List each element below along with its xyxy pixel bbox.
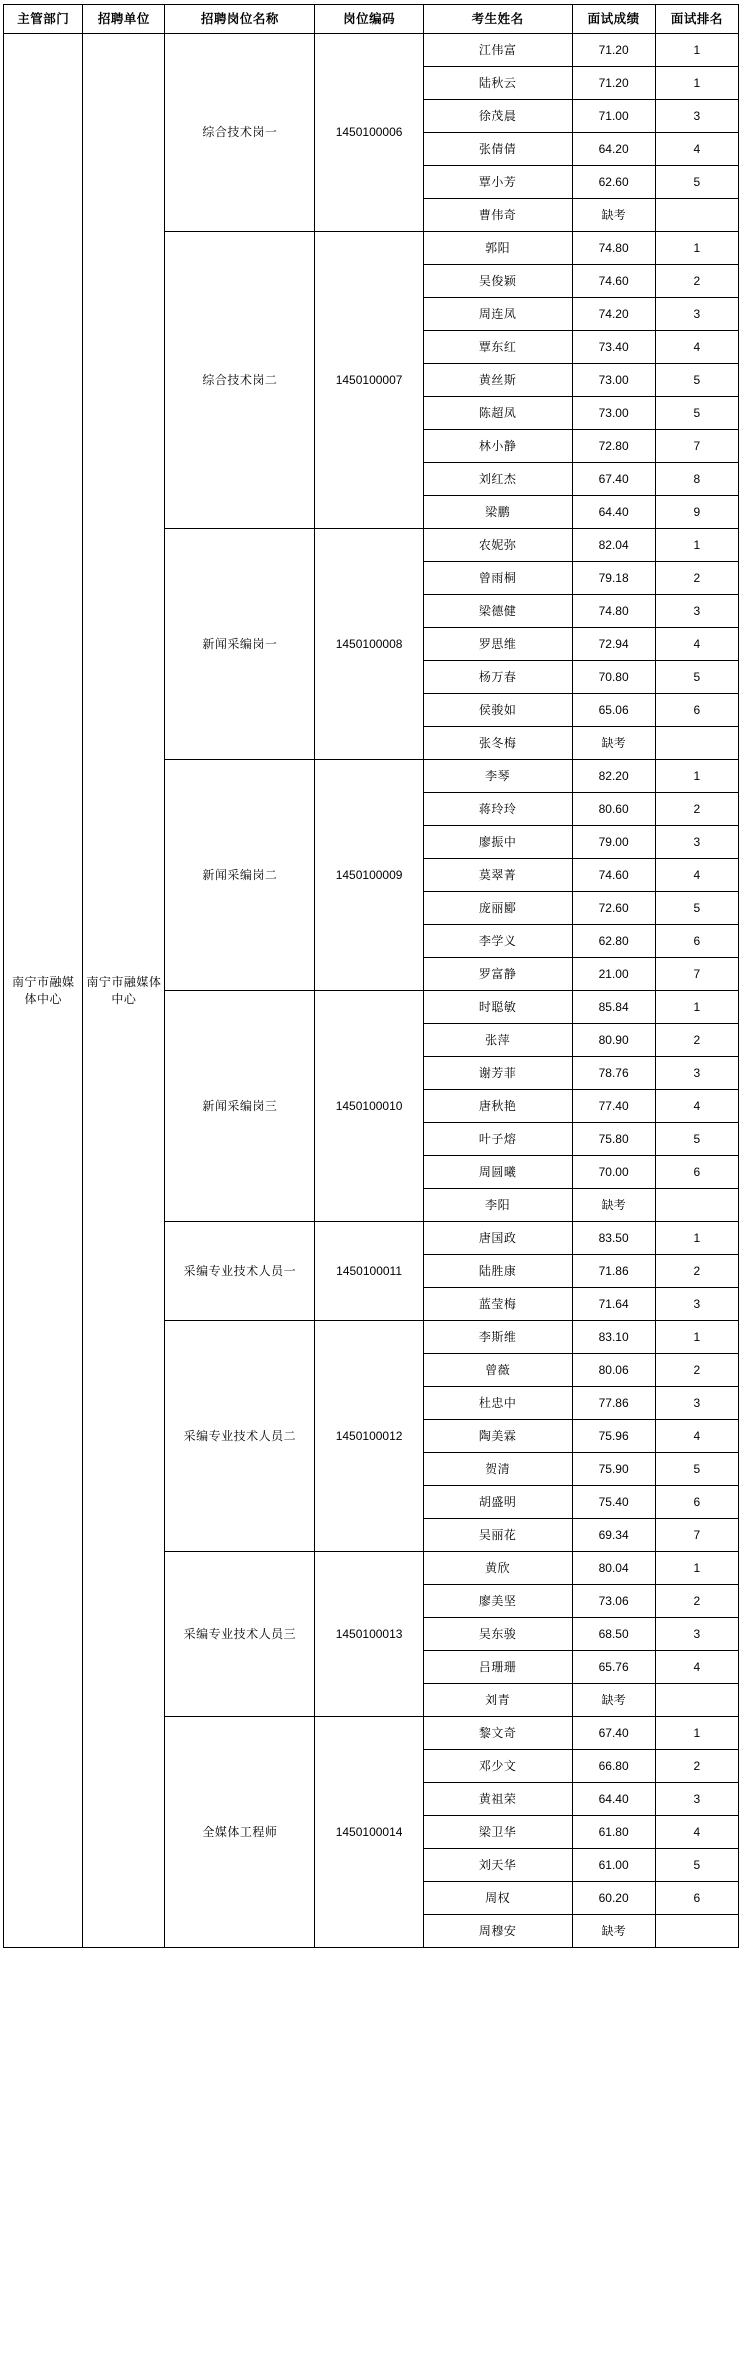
cell-candidate-name: 刘红杰 — [423, 463, 572, 496]
table-body — [4, 34, 739, 1948]
cell-interview-score: 65.76 — [572, 1651, 655, 1684]
cell-post-code: 1450100013 — [315, 1552, 423, 1717]
cell-candidate-name: 谢芳菲 — [423, 1057, 572, 1090]
cell-post-code: 1450100011 — [315, 1222, 423, 1321]
cell-candidate-name: 贺清 — [423, 1453, 572, 1486]
cell-post-name: 采编专业技术人员一 — [165, 1222, 315, 1321]
cell-candidate-name: 黎文奇 — [423, 1717, 572, 1750]
cell-interview-rank: 2 — [655, 1024, 738, 1057]
cell-interview-rank: 1 — [655, 1222, 738, 1255]
cell-candidate-name: 黄欣 — [423, 1552, 572, 1585]
cell-candidate-name: 唐秋艳 — [423, 1090, 572, 1123]
cell-interview-score: 74.80 — [572, 232, 655, 265]
cell-interview-score: 64.40 — [572, 1783, 655, 1816]
cell-post-name: 新闻采编岗三 — [165, 991, 315, 1222]
cell-interview-rank: 3 — [655, 1783, 738, 1816]
cell-candidate-name: 陆秋云 — [423, 67, 572, 100]
cell-post-code: 1450100006 — [315, 34, 423, 232]
column-header-interview-rank: 面试排名 — [655, 5, 738, 34]
cell-interview-score: 74.80 — [572, 595, 655, 628]
cell-interview-rank: 8 — [655, 463, 738, 496]
cell-candidate-name: 江伟富 — [423, 34, 572, 67]
cell-interview-score: 72.60 — [572, 892, 655, 925]
cell-interview-score: 73.40 — [572, 331, 655, 364]
cell-post-code: 1450100008 — [315, 529, 423, 760]
cell-candidate-name: 廖振中 — [423, 826, 572, 859]
cell-interview-score: 缺考 — [572, 1189, 655, 1222]
cell-interview-rank: 5 — [655, 1123, 738, 1156]
cell-candidate-name: 李斯维 — [423, 1321, 572, 1354]
cell-interview-score: 80.90 — [572, 1024, 655, 1057]
cell-interview-score: 74.60 — [572, 859, 655, 892]
interview-results-table — [3, 4, 739, 1948]
cell-interview-score: 78.76 — [572, 1057, 655, 1090]
cell-interview-rank: 4 — [655, 1816, 738, 1849]
cell-post-name: 新闻采编岗一 — [165, 529, 315, 760]
column-header-unit: 招聘单位 — [83, 5, 165, 34]
cell-interview-rank: 2 — [655, 265, 738, 298]
cell-interview-score: 61.80 — [572, 1816, 655, 1849]
cell-candidate-name: 陈超凤 — [423, 397, 572, 430]
cell-interview-score: 79.00 — [572, 826, 655, 859]
cell-post-name: 新闻采编岗二 — [165, 760, 315, 991]
cell-interview-score: 71.86 — [572, 1255, 655, 1288]
cell-post-code: 1450100014 — [315, 1717, 423, 1948]
cell-interview-score: 64.40 — [572, 496, 655, 529]
cell-interview-rank: 4 — [655, 1420, 738, 1453]
cell-interview-rank — [655, 1915, 738, 1948]
cell-interview-score: 缺考 — [572, 1684, 655, 1717]
column-header-post-code: 岗位编码 — [315, 5, 423, 34]
cell-interview-score: 69.34 — [572, 1519, 655, 1552]
cell-department: 南宁市融媒体中心 — [4, 34, 83, 1948]
cell-candidate-name: 张萍 — [423, 1024, 572, 1057]
cell-interview-score: 83.10 — [572, 1321, 655, 1354]
cell-interview-rank: 1 — [655, 529, 738, 562]
cell-candidate-name: 唐国政 — [423, 1222, 572, 1255]
cell-interview-rank: 5 — [655, 1849, 738, 1882]
cell-interview-score: 73.00 — [572, 397, 655, 430]
cell-interview-rank: 4 — [655, 1651, 738, 1684]
cell-interview-rank: 6 — [655, 1486, 738, 1519]
cell-candidate-name: 曾雨桐 — [423, 562, 572, 595]
cell-interview-score: 85.84 — [572, 991, 655, 1024]
cell-interview-rank: 3 — [655, 1387, 738, 1420]
cell-interview-rank — [655, 1189, 738, 1222]
cell-interview-rank: 2 — [655, 1585, 738, 1618]
cell-interview-score: 71.64 — [572, 1288, 655, 1321]
cell-interview-score: 73.00 — [572, 364, 655, 397]
cell-interview-score: 75.80 — [572, 1123, 655, 1156]
cell-interview-rank: 1 — [655, 760, 738, 793]
cell-interview-rank: 3 — [655, 100, 738, 133]
cell-interview-score: 61.00 — [572, 1849, 655, 1882]
cell-interview-score: 60.20 — [572, 1882, 655, 1915]
cell-interview-score: 72.94 — [572, 628, 655, 661]
cell-interview-score: 74.60 — [572, 265, 655, 298]
cell-candidate-name: 黄祖荣 — [423, 1783, 572, 1816]
cell-interview-score: 72.80 — [572, 430, 655, 463]
cell-interview-score: 82.04 — [572, 529, 655, 562]
cell-candidate-name: 李琴 — [423, 760, 572, 793]
cell-interview-score: 缺考 — [572, 199, 655, 232]
cell-interview-rank: 5 — [655, 1453, 738, 1486]
cell-candidate-name: 周穆安 — [423, 1915, 572, 1948]
cell-interview-rank: 5 — [655, 397, 738, 430]
cell-interview-rank: 7 — [655, 958, 738, 991]
cell-interview-rank — [655, 1684, 738, 1717]
cell-interview-score: 73.06 — [572, 1585, 655, 1618]
cell-post-code: 1450100009 — [315, 760, 423, 991]
cell-interview-score: 79.18 — [572, 562, 655, 595]
cell-interview-rank: 3 — [655, 595, 738, 628]
header-row — [4, 5, 739, 34]
cell-candidate-name: 曹伟奇 — [423, 199, 572, 232]
cell-candidate-name: 蒋玲玲 — [423, 793, 572, 826]
cell-interview-rank: 5 — [655, 661, 738, 694]
cell-candidate-name: 吴东骏 — [423, 1618, 572, 1651]
cell-post-code: 1450100012 — [315, 1321, 423, 1552]
table-row — [4, 34, 739, 67]
cell-interview-score: 67.40 — [572, 463, 655, 496]
cell-candidate-name: 陶美霖 — [423, 1420, 572, 1453]
cell-candidate-name: 周圆曦 — [423, 1156, 572, 1189]
cell-candidate-name: 陆胜康 — [423, 1255, 572, 1288]
cell-interview-score: 66.80 — [572, 1750, 655, 1783]
cell-candidate-name: 蓝莹梅 — [423, 1288, 572, 1321]
cell-interview-score: 62.80 — [572, 925, 655, 958]
cell-interview-score: 80.60 — [572, 793, 655, 826]
cell-candidate-name: 杜忠中 — [423, 1387, 572, 1420]
cell-interview-rank: 2 — [655, 562, 738, 595]
cell-interview-score: 65.06 — [572, 694, 655, 727]
cell-candidate-name: 吕珊珊 — [423, 1651, 572, 1684]
cell-interview-rank: 4 — [655, 1090, 738, 1123]
cell-interview-score: 68.50 — [572, 1618, 655, 1651]
cell-post-name: 采编专业技术人员三 — [165, 1552, 315, 1717]
column-header-candidate-name: 考生姓名 — [423, 5, 572, 34]
cell-candidate-name: 梁鹏 — [423, 496, 572, 529]
column-header-interview-score: 面试成绩 — [572, 5, 655, 34]
cell-candidate-name: 张冬梅 — [423, 727, 572, 760]
cell-interview-rank: 6 — [655, 1156, 738, 1189]
cell-candidate-name: 邓少文 — [423, 1750, 572, 1783]
cell-interview-score: 21.00 — [572, 958, 655, 991]
cell-candidate-name: 叶子熔 — [423, 1123, 572, 1156]
cell-interview-rank: 1 — [655, 34, 738, 67]
cell-candidate-name: 罗思维 — [423, 628, 572, 661]
cell-interview-rank: 3 — [655, 1618, 738, 1651]
cell-candidate-name: 郭阳 — [423, 232, 572, 265]
cell-interview-rank: 6 — [655, 694, 738, 727]
cell-interview-score: 70.00 — [572, 1156, 655, 1189]
cell-interview-rank: 2 — [655, 793, 738, 826]
cell-interview-score: 77.86 — [572, 1387, 655, 1420]
cell-unit: 南宁市融媒体中心 — [83, 34, 165, 1948]
cell-candidate-name: 农妮弥 — [423, 529, 572, 562]
cell-post-code: 1450100007 — [315, 232, 423, 529]
cell-candidate-name: 覃东红 — [423, 331, 572, 364]
cell-interview-score: 71.20 — [572, 34, 655, 67]
cell-post-name: 采编专业技术人员二 — [165, 1321, 315, 1552]
cell-interview-score: 75.40 — [572, 1486, 655, 1519]
cell-interview-rank: 5 — [655, 166, 738, 199]
cell-candidate-name: 吴丽花 — [423, 1519, 572, 1552]
column-header-department: 主管部门 — [4, 5, 83, 34]
cell-interview-score: 71.20 — [572, 67, 655, 100]
cell-interview-rank: 4 — [655, 859, 738, 892]
cell-interview-rank: 2 — [655, 1750, 738, 1783]
cell-candidate-name: 时聪敏 — [423, 991, 572, 1024]
cell-candidate-name: 曾薇 — [423, 1354, 572, 1387]
cell-interview-score: 74.20 — [572, 298, 655, 331]
cell-candidate-name: 梁德健 — [423, 595, 572, 628]
cell-interview-rank — [655, 727, 738, 760]
cell-candidate-name: 周连凤 — [423, 298, 572, 331]
cell-candidate-name: 廖美坚 — [423, 1585, 572, 1618]
cell-candidate-name: 梁卫华 — [423, 1816, 572, 1849]
cell-candidate-name: 黄丝斯 — [423, 364, 572, 397]
cell-post-name: 综合技术岗一 — [165, 34, 315, 232]
cell-interview-rank: 6 — [655, 1882, 738, 1915]
cell-interview-rank: 3 — [655, 1057, 738, 1090]
cell-candidate-name: 罗富静 — [423, 958, 572, 991]
cell-interview-score: 缺考 — [572, 1915, 655, 1948]
cell-interview-rank: 9 — [655, 496, 738, 529]
cell-candidate-name: 侯骏如 — [423, 694, 572, 727]
table-header — [4, 5, 739, 34]
cell-candidate-name: 杨万春 — [423, 661, 572, 694]
cell-interview-rank: 7 — [655, 430, 738, 463]
cell-interview-rank: 4 — [655, 331, 738, 364]
cell-interview-rank: 5 — [655, 892, 738, 925]
cell-interview-rank: 2 — [655, 1255, 738, 1288]
cell-post-code: 1450100010 — [315, 991, 423, 1222]
cell-interview-rank: 2 — [655, 1354, 738, 1387]
cell-post-name: 综合技术岗二 — [165, 232, 315, 529]
cell-interview-score: 62.60 — [572, 166, 655, 199]
cell-interview-rank — [655, 199, 738, 232]
cell-candidate-name: 刘天华 — [423, 1849, 572, 1882]
cell-candidate-name: 胡盛明 — [423, 1486, 572, 1519]
column-header-post-name: 招聘岗位名称 — [165, 5, 315, 34]
cell-interview-score: 80.04 — [572, 1552, 655, 1585]
cell-candidate-name: 李学义 — [423, 925, 572, 958]
cell-candidate-name: 莫翠菁 — [423, 859, 572, 892]
cell-interview-rank: 5 — [655, 364, 738, 397]
cell-candidate-name: 李阳 — [423, 1189, 572, 1222]
cell-interview-rank: 1 — [655, 232, 738, 265]
cell-interview-score: 82.20 — [572, 760, 655, 793]
cell-interview-score: 67.40 — [572, 1717, 655, 1750]
cell-interview-score: 75.90 — [572, 1453, 655, 1486]
cell-interview-rank: 1 — [655, 1552, 738, 1585]
cell-candidate-name: 刘青 — [423, 1684, 572, 1717]
cell-interview-score: 缺考 — [572, 727, 655, 760]
cell-interview-rank: 3 — [655, 1288, 738, 1321]
cell-candidate-name: 吴俊颖 — [423, 265, 572, 298]
cell-interview-rank: 6 — [655, 925, 738, 958]
cell-interview-score: 83.50 — [572, 1222, 655, 1255]
cell-interview-rank: 1 — [655, 1321, 738, 1354]
cell-post-name: 全媒体工程师 — [165, 1717, 315, 1948]
cell-interview-rank: 4 — [655, 628, 738, 661]
cell-interview-score: 75.96 — [572, 1420, 655, 1453]
cell-candidate-name: 覃小芳 — [423, 166, 572, 199]
cell-interview-score: 64.20 — [572, 133, 655, 166]
cell-candidate-name: 张倩倩 — [423, 133, 572, 166]
cell-interview-score: 80.06 — [572, 1354, 655, 1387]
cell-candidate-name: 林小静 — [423, 430, 572, 463]
cell-interview-rank: 3 — [655, 298, 738, 331]
cell-interview-rank: 1 — [655, 1717, 738, 1750]
cell-interview-rank: 7 — [655, 1519, 738, 1552]
cell-interview-rank: 1 — [655, 67, 738, 100]
cell-interview-rank: 4 — [655, 133, 738, 166]
cell-interview-score: 71.00 — [572, 100, 655, 133]
cell-candidate-name: 周权 — [423, 1882, 572, 1915]
cell-interview-rank: 1 — [655, 991, 738, 1024]
cell-interview-score: 77.40 — [572, 1090, 655, 1123]
cell-candidate-name: 庞丽郾 — [423, 892, 572, 925]
cell-interview-score: 70.80 — [572, 661, 655, 694]
cell-interview-rank: 3 — [655, 826, 738, 859]
cell-candidate-name: 徐茂晨 — [423, 100, 572, 133]
